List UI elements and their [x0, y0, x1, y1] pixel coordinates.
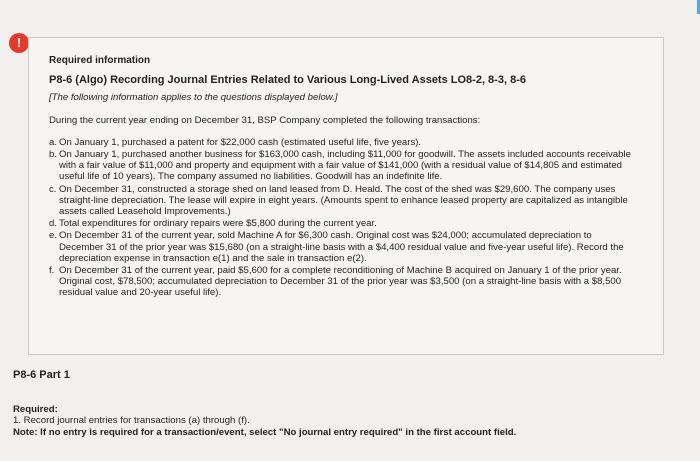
required-instruction: 1. Record journal entries for transactions (a) through (f). [13, 415, 250, 427]
transaction-list [49, 137, 643, 299]
transaction-c [49, 184, 643, 218]
transaction-text: On January 1, purchased another business for $163,000 cash, including $11,000 for goodwill. The assets included accounts receivable with a fair value of $11,000 and property and equipment with a fair value of $141,000 (with a residual value of $14,805 and estimated useful life of 10 years). The company assumed no liabilities. Goodwill has an indefinite life. [59, 149, 631, 183]
transaction-text: On December 31 of the current year, paid $5,600 for a complete reconditioning of Machine B acquired on January 1 of the prior year. Original cost, $78,500; accumulated depreciation to December 31 of the prior year was $3,500 (on a straight-line basis with a $8,500 residual value and 20-year useful life). [59, 265, 622, 299]
transaction-b [49, 149, 643, 183]
transaction-d [49, 218, 643, 229]
transaction-letter: a. [49, 136, 58, 148]
transaction-text: On December 31 of the current year, sold Machine A for $6,300 cash. Original cost was $24,000; accumulated depreciation to December 31 of the prior year was $15,680 (on a straight-line basis with a $4,400 residual value and five-year useful life). Record the depreciation expense in transaction e(1) and the sale in transaction e(2). [59, 230, 624, 264]
transaction-letter: f. [49, 265, 55, 277]
transaction-text: On December 31, constructed a storage shed on land leased from D. Heald. The cost of the shed was $29,600. The company uses straight-line depreciation. The lease will expire in eight years. (Amounts spent to enhance leased property are capitalized as intangible assets called Leasehold Improvements.) [59, 183, 628, 218]
problem-title: P8-6 (Algo) Recording Journal Entries Related to Various Long-Lived Assets LO8-2, 8-3, 8-6 [49, 74, 526, 87]
transaction-letter: b. [49, 149, 58, 161]
required-information-panel [28, 37, 664, 355]
required-label: Required: [13, 404, 58, 415]
part-title: P8-6 Part 1 [13, 369, 70, 381]
entry-note: Note: If no entry is required for a transaction/event, select "No journal entry required" in the first account field. [13, 426, 517, 438]
transaction-letter: c. [49, 183, 57, 195]
transaction-a [49, 137, 643, 148]
intro-text: During the current year ending on December 31, BSP Company completed the following transactions: [49, 114, 481, 126]
applies-note: [The following information applies to the questions displayed below.] [49, 92, 338, 104]
transaction-text: On January 1, purchased a patent for $22,000 cash (estimated useful life, five years). [59, 136, 422, 148]
required-information-heading: Required information [49, 55, 151, 66]
transaction-e [49, 230, 643, 264]
transaction-letter: d. [49, 218, 58, 230]
required-section [13, 404, 516, 438]
alert-icon: ! [9, 33, 29, 53]
transaction-letter: e. [49, 230, 58, 242]
transaction-f [49, 265, 643, 299]
transaction-text: Total expenditures for ordinary repairs were $5,800 during the current year. [59, 218, 377, 230]
